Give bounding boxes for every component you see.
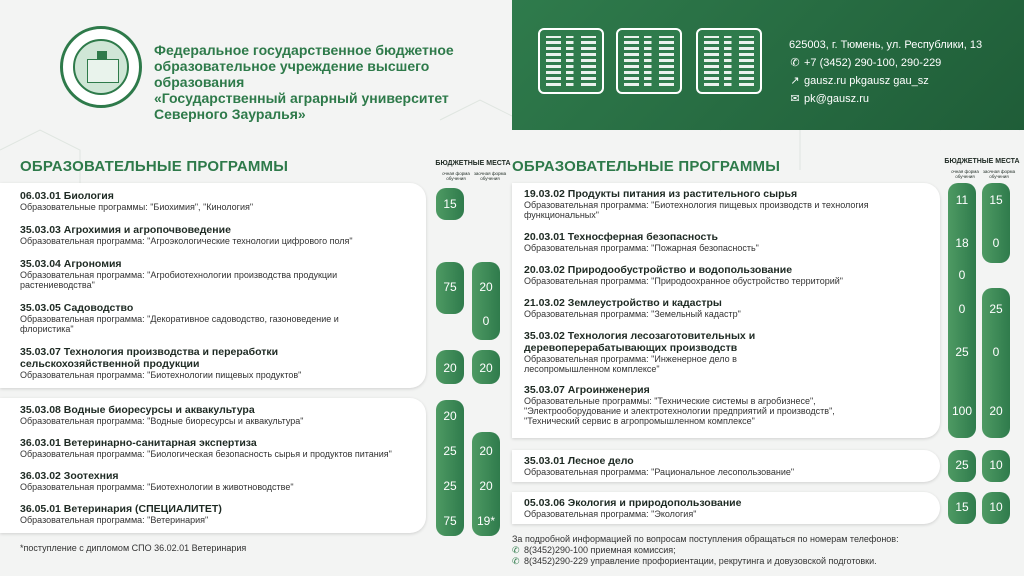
program-item: 05.03.06 Экология и природопользование Образовательная программа: "Экология" bbox=[524, 497, 742, 519]
budget-value: 15 bbox=[989, 193, 1003, 207]
budget-value: 20 bbox=[479, 361, 493, 375]
budget-value: 19* bbox=[476, 514, 496, 528]
budget-value: 20 bbox=[443, 409, 457, 423]
header-left bbox=[0, 0, 512, 140]
address: 625003, г. Тюмень, ул. Республики, 13 bbox=[789, 39, 983, 51]
qr-code-icon[interactable] bbox=[538, 28, 604, 94]
program-item: 19.03.02 Продукты питания из растительного сырья Образовательная программа: "Биотехнология пищевых производств и технология функциональных" bbox=[524, 188, 869, 220]
footnote: *поступление с дипломом СПО 36.02.01 Ветеринария bbox=[20, 543, 247, 553]
program-item: 36.05.01 Ветеринария (СПЕЦИАЛИТЕТ) Образовательная программа: "Ветеринария" bbox=[20, 503, 222, 525]
budget-value: 11 bbox=[955, 193, 969, 207]
qr-code-icon[interactable] bbox=[616, 28, 682, 94]
budget-value: 0 bbox=[958, 302, 966, 316]
program-item: 35.03.01 Лесное дело Образовательная программа: "Рациональное лесопользование" bbox=[524, 455, 795, 477]
budget-value: 20 bbox=[989, 404, 1003, 418]
budget-value: 15 bbox=[443, 197, 457, 211]
budget-value: 25 bbox=[955, 458, 969, 472]
phone-icon: ✆ bbox=[512, 545, 520, 555]
org-title: Федеральное государственное бюджетное образовательное учреждение высшего образования «Государственный аграрный университет Северного Зауралья» bbox=[154, 42, 454, 122]
budget-value: 75 bbox=[443, 514, 457, 528]
budget-value: 25 bbox=[443, 444, 457, 458]
socials[interactable]: gausz.ru pkgausz gau_sz bbox=[804, 75, 929, 87]
program-item: 35.03.05 Садоводство Образовательная программа: "Декоративное садоводство, газоноведение и флористика" bbox=[20, 302, 339, 334]
budget-value: 20 bbox=[479, 479, 493, 493]
info-phone: 8(3452)290-100 приемная комиссия; bbox=[524, 545, 676, 555]
university-logo bbox=[60, 26, 142, 108]
info-intro: За подробной информацией по вопросам поступления обращаться по номерам телефонов: bbox=[512, 534, 899, 544]
budget-pill bbox=[472, 262, 500, 340]
phones: +7 (3452) 290-100, 290-229 bbox=[804, 57, 942, 69]
program-item: 36.03.01 Ветеринарно-санитарная экспертиза Образовательная программа: "Биологическая безопасность сырья и продуктов питания" bbox=[20, 437, 392, 459]
program-item: 21.03.02 Землеустройство и кадастры Образовательная программа: "Земельный кадастр" bbox=[524, 297, 741, 319]
program-item: 06.03.01 Биология Образовательные программы: "Биохимия", "Кинология" bbox=[20, 190, 254, 212]
program-item: 35.03.03 Агрохимия и агропочвоведение Образовательная программа: "Агроэкологические технологии цифрового поля" bbox=[20, 224, 353, 246]
right-heading: ОБРАЗОВАТЕЛЬНЫЕ ПРОГРАММЫ bbox=[512, 158, 781, 175]
budget-value: 10 bbox=[989, 458, 1003, 472]
program-item: 36.03.02 Зоотехния Образовательная программа: "Биотехнологии в животноводстве" bbox=[20, 470, 294, 492]
program-item: 20.03.02 Природообустройство и водопользование Образовательная программа: "Природоохранное обустройство территорий" bbox=[524, 264, 843, 286]
budget-value: 18 bbox=[955, 236, 969, 250]
budget-value: 10 bbox=[989, 500, 1003, 514]
phone-icon: ✆ bbox=[790, 57, 800, 69]
program-item: 35.03.04 Агрономия Образовательная программа: "Агробиотехнологии производства продукции растениеводства" bbox=[20, 258, 338, 290]
program-item: 35.03.07 Технология производства и переработки сельскохозяйственной продукции Образовательная программа: "Биотехнологии пищевых продуктов" bbox=[20, 346, 302, 380]
left-heading: ОБРАЗОВАТЕЛЬНЫЕ ПРОГРАММЫ bbox=[20, 158, 289, 175]
link-icon: ↗ bbox=[790, 75, 800, 87]
program-item: 35.03.07 Агроинженерия Образовательные программы: "Технические системы в агробизнесе", "Электрооборудование и электротехнологии предприятий и производств", "Технический сервис в агропромышленном комплексе" bbox=[524, 384, 835, 426]
budget-value: 25 bbox=[443, 479, 457, 493]
left-budget-header: БЮДЖЕТНЫЕ МЕСТА очная форма обучениязаочная форма обучения bbox=[435, 160, 511, 181]
program-item: 35.03.08 Водные биоресурсы и аквакультура Образовательная программа: "Водные биоресурсы и аквакультура" bbox=[20, 404, 304, 426]
program-item: 20.03.01 Техносферная безопасность Образовательная программа: "Пожарная безопасность" bbox=[524, 231, 759, 253]
budget-value: 100 bbox=[951, 404, 973, 418]
program-item: 35.03.02 Технология лесозаготовительных и деревоперерабатывающих производств Образовательная программа: "Инженерное дело в лесопромышленном комплексе" bbox=[524, 330, 756, 374]
budget-value: 75 bbox=[443, 280, 457, 294]
phone-icon: ✆ bbox=[512, 556, 520, 566]
budget-value: 25 bbox=[989, 302, 1003, 316]
contacts bbox=[789, 36, 982, 108]
budget-value: 15 bbox=[955, 500, 969, 514]
budget-value: 20 bbox=[443, 361, 457, 375]
qr-code-icon[interactable] bbox=[696, 28, 762, 94]
budget-value: 0 bbox=[992, 236, 1000, 250]
contact-info bbox=[512, 534, 899, 567]
budget-value: 0 bbox=[482, 314, 490, 328]
budget-value: 25 bbox=[955, 345, 969, 359]
budget-value: 20 bbox=[479, 280, 493, 294]
email[interactable]: pk@gausz.ru bbox=[804, 93, 869, 105]
budget-value: 20 bbox=[479, 444, 493, 458]
budget-value: 0 bbox=[958, 268, 966, 282]
info-phone: 8(3452)290-229 управление профориентации, рекрутинга и довузовской подготовки. bbox=[524, 556, 877, 566]
right-budget-header: БЮДЖЕТНЫЕ МЕСТА очная форма обучениязаочная форма обучения bbox=[944, 158, 1020, 179]
budget-value: 0 bbox=[992, 345, 1000, 359]
mail-icon: ✉ bbox=[790, 93, 800, 105]
